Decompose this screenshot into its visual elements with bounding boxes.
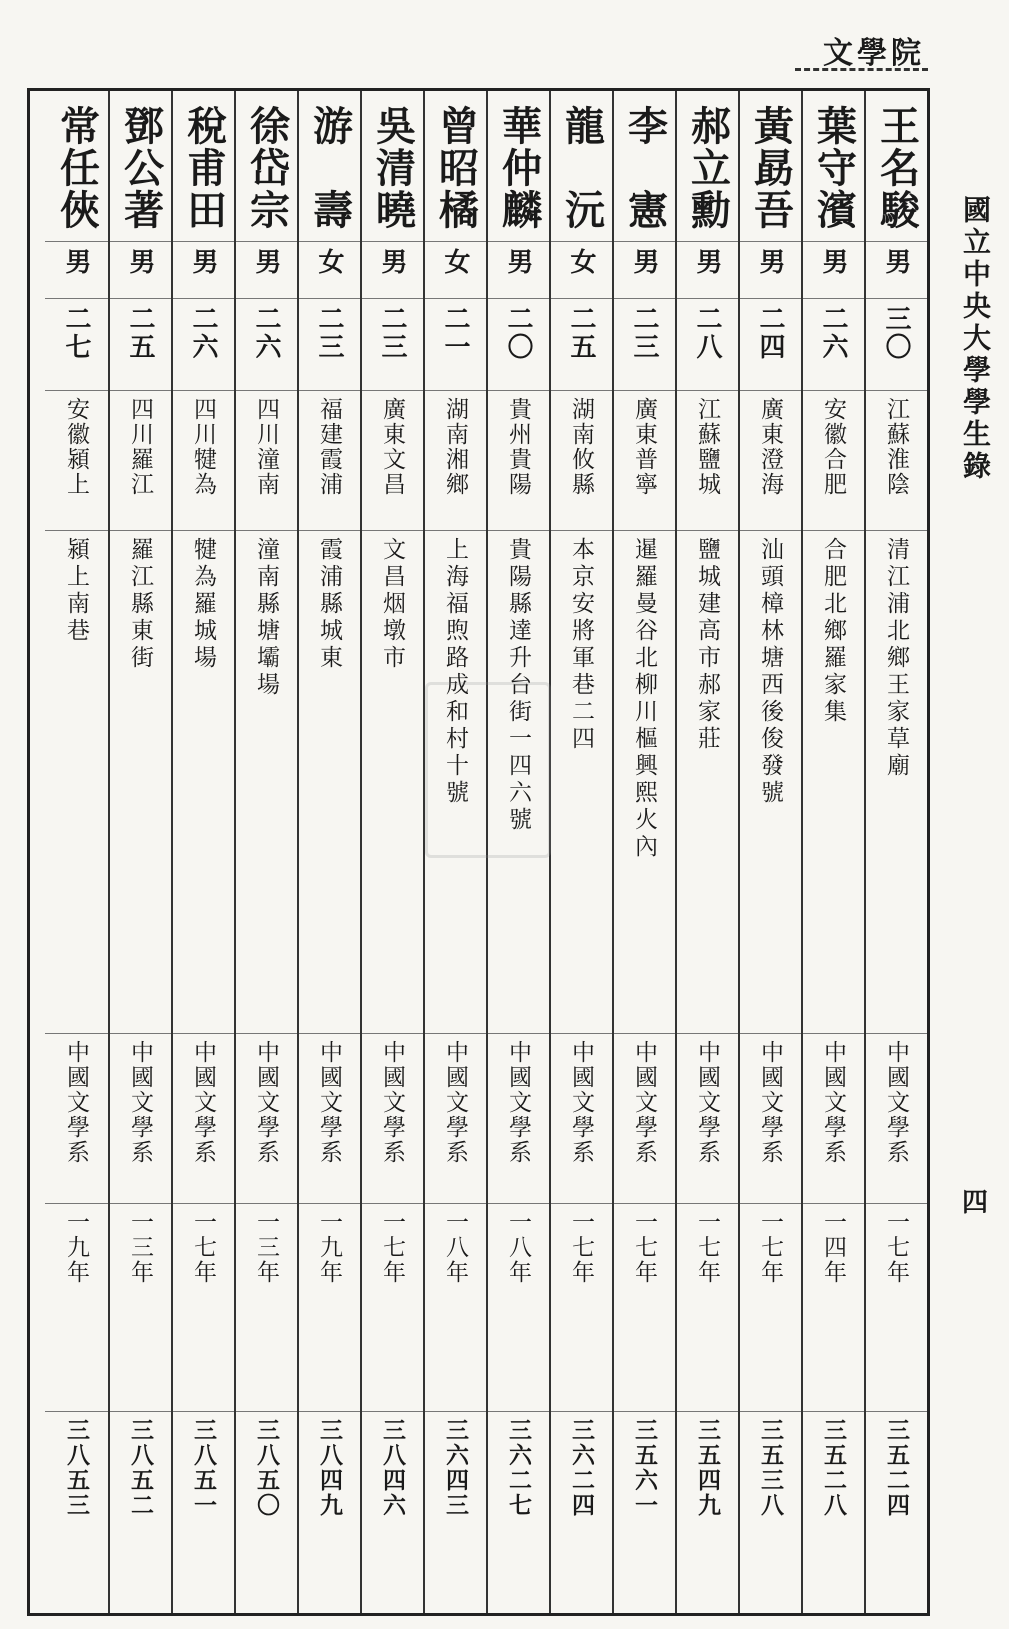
student-address-cell	[488, 530, 549, 1033]
student-address: 合肥北鄉羅家集	[820, 537, 846, 726]
student-sex: 男	[755, 248, 785, 276]
student-sex-cell	[803, 241, 864, 298]
student-address: 犍為羅城場	[190, 537, 216, 672]
student-number: 三八五一	[190, 1418, 217, 1518]
student-number-cell	[236, 1411, 297, 1613]
student-age-cell	[488, 298, 549, 390]
student-number-cell	[488, 1411, 549, 1613]
student-number-cell	[803, 1411, 864, 1613]
student-year-cell	[614, 1203, 675, 1411]
student-native-place: 湖南攸縣	[568, 397, 594, 497]
student-record-column	[297, 91, 360, 1613]
student-record-column	[864, 91, 927, 1613]
student-year-cell	[488, 1203, 549, 1411]
student-age: 二五	[125, 305, 155, 361]
student-year: 一七年	[568, 1210, 594, 1285]
student-year: 一七年	[190, 1210, 216, 1285]
student-native-place: 江蘇鹽城	[694, 397, 720, 497]
student-sex-cell	[551, 241, 612, 298]
header-underline	[795, 68, 928, 71]
student-address-cell	[677, 530, 738, 1033]
student-department-cell	[803, 1033, 864, 1203]
student-address: 鹽城建高市郝家莊	[694, 537, 720, 753]
student-record-column	[801, 91, 864, 1613]
student-age-cell	[425, 298, 486, 390]
student-name: 王名駿	[873, 105, 921, 231]
student-record-column	[45, 91, 108, 1613]
student-native-place: 四川犍為	[190, 397, 216, 497]
student-number-cell	[362, 1411, 423, 1613]
student-name-cell	[866, 91, 927, 241]
student-address: 本京安將軍巷二四	[568, 537, 594, 753]
student-name-cell	[740, 91, 801, 241]
student-number-cell	[45, 1411, 108, 1613]
student-department: 中國文學系	[379, 1040, 405, 1165]
student-number-cell	[866, 1411, 927, 1613]
student-sex-cell	[677, 241, 738, 298]
student-age-cell	[551, 298, 612, 390]
student-department: 中國文學系	[757, 1040, 783, 1165]
student-department: 中國文學系	[883, 1040, 909, 1165]
student-age-cell	[803, 298, 864, 390]
student-address-cell	[425, 530, 486, 1033]
student-sex-cell	[299, 241, 360, 298]
student-native-place-cell	[866, 390, 927, 530]
student-department: 中國文學系	[316, 1040, 342, 1165]
student-department-cell	[110, 1033, 171, 1203]
student-age-cell	[236, 298, 297, 390]
student-department: 中國文學系	[190, 1040, 216, 1165]
student-sex-cell	[488, 241, 549, 298]
student-address-cell	[551, 530, 612, 1033]
student-name-cell	[803, 91, 864, 241]
student-year: 一七年	[757, 1210, 783, 1285]
student-sex: 男	[503, 248, 533, 276]
student-department: 中國文學系	[505, 1040, 531, 1165]
student-department: 中國文學系	[631, 1040, 657, 1165]
student-sex: 男	[818, 248, 848, 276]
student-name-cell	[173, 91, 234, 241]
student-sex-cell	[362, 241, 423, 298]
student-department-cell	[866, 1033, 927, 1203]
student-department-cell	[677, 1033, 738, 1203]
student-name-cell	[299, 91, 360, 241]
student-sex: 男	[125, 248, 155, 276]
student-native-place-cell	[677, 390, 738, 530]
student-sex-cell	[425, 241, 486, 298]
student-native-place: 廣東澄海	[757, 397, 783, 497]
student-department-cell	[425, 1033, 486, 1203]
student-department-cell	[45, 1033, 108, 1203]
student-department: 中國文學系	[694, 1040, 720, 1165]
student-address: 貴陽縣達升台街一四六號	[505, 537, 531, 834]
student-year-cell	[173, 1203, 234, 1411]
student-native-place: 安徽潁上	[63, 397, 89, 497]
student-department: 中國文學系	[568, 1040, 594, 1165]
student-department-cell	[362, 1033, 423, 1203]
student-age: 二三	[314, 305, 344, 361]
book-title: 國立中央大學學生錄	[959, 195, 992, 483]
student-address: 羅江縣東街	[127, 537, 153, 672]
student-number: 三六二四	[568, 1418, 595, 1518]
student-year: 一三年	[127, 1210, 153, 1285]
student-name-cell	[614, 91, 675, 241]
student-year: 一四年	[820, 1210, 846, 1285]
student-record-column	[423, 91, 486, 1613]
student-department-cell	[236, 1033, 297, 1203]
page-number: 四	[961, 1188, 988, 1218]
student-sex-cell	[45, 241, 108, 298]
student-sex: 女	[314, 248, 344, 276]
student-address: 文昌烟墩市	[379, 537, 405, 672]
student-sex: 女	[440, 248, 470, 276]
student-age: 二五	[566, 305, 596, 361]
student-age-cell	[110, 298, 171, 390]
student-sex-cell	[173, 241, 234, 298]
student-address-cell	[614, 530, 675, 1033]
student-year-cell	[551, 1203, 612, 1411]
student-age-cell	[740, 298, 801, 390]
student-name: 黃勗吾	[747, 105, 795, 231]
student-department-cell	[299, 1033, 360, 1203]
student-number-cell	[740, 1411, 801, 1613]
student-year-cell	[236, 1203, 297, 1411]
student-age: 二三	[377, 305, 407, 361]
student-year-cell	[110, 1203, 171, 1411]
student-age: 三〇	[881, 305, 911, 361]
student-department: 中國文學系	[442, 1040, 468, 1165]
student-department: 中國文學系	[820, 1040, 846, 1165]
student-native-place-cell	[299, 390, 360, 530]
student-native-place-cell	[803, 390, 864, 530]
student-number: 三五四九	[694, 1418, 721, 1518]
student-number: 三五二八	[820, 1418, 847, 1518]
student-address-cell	[299, 530, 360, 1033]
student-sex: 男	[251, 248, 281, 276]
student-age: 二四	[755, 305, 785, 361]
student-address: 霞浦縣城東	[316, 537, 342, 672]
student-sex: 男	[377, 248, 407, 276]
student-native-place-cell	[45, 390, 108, 530]
student-age: 二七	[61, 305, 91, 361]
student-number: 三五六一	[631, 1418, 658, 1518]
student-age-cell	[614, 298, 675, 390]
student-name: 常任俠	[53, 105, 101, 231]
student-record-column	[549, 91, 612, 1613]
student-department-cell	[740, 1033, 801, 1203]
student-department-cell	[551, 1033, 612, 1203]
student-year-cell	[362, 1203, 423, 1411]
student-sex-cell	[110, 241, 171, 298]
student-native-place-cell	[236, 390, 297, 530]
student-name: 郝立勳	[684, 105, 732, 231]
student-address-cell	[236, 530, 297, 1033]
student-number-cell	[299, 1411, 360, 1613]
student-name-cell	[110, 91, 171, 241]
student-age-cell	[866, 298, 927, 390]
student-name: 李 憲	[621, 105, 669, 231]
student-department: 中國文學系	[127, 1040, 153, 1165]
student-age: 二六	[251, 305, 281, 361]
student-name: 徐岱宗	[243, 105, 291, 231]
student-native-place-cell	[173, 390, 234, 530]
student-name: 吳清曉	[369, 105, 417, 231]
student-record-column	[612, 91, 675, 1613]
student-number: 三八四九	[316, 1418, 343, 1518]
student-native-place: 四川潼南	[253, 397, 279, 497]
student-year-cell	[45, 1203, 108, 1411]
student-native-place-cell	[110, 390, 171, 530]
student-register-table	[27, 88, 930, 1616]
student-name: 龍 沅	[558, 105, 606, 231]
student-sex: 男	[61, 248, 91, 276]
student-age: 二三	[629, 305, 659, 361]
student-age-cell	[677, 298, 738, 390]
student-year: 一七年	[379, 1210, 405, 1285]
student-year-cell	[740, 1203, 801, 1411]
student-native-place-cell	[551, 390, 612, 530]
student-record-column	[738, 91, 801, 1613]
student-address-cell	[173, 530, 234, 1033]
student-age-cell	[45, 298, 108, 390]
student-year: 一三年	[253, 1210, 279, 1285]
student-native-place-cell	[425, 390, 486, 530]
student-native-place-cell	[362, 390, 423, 530]
student-native-place: 安徽合肥	[820, 397, 846, 497]
student-age: 二〇	[503, 305, 533, 361]
student-native-place: 廣東文昌	[379, 397, 405, 497]
student-number-cell	[551, 1411, 612, 1613]
student-age: 二八	[692, 305, 722, 361]
student-year-cell	[425, 1203, 486, 1411]
student-number: 三六二七	[505, 1418, 532, 1518]
student-record-column	[486, 91, 549, 1613]
student-department-cell	[614, 1033, 675, 1203]
student-name-cell	[488, 91, 549, 241]
student-native-place: 湖南湘鄉	[442, 397, 468, 497]
student-record-column	[360, 91, 423, 1613]
student-age-cell	[362, 298, 423, 390]
student-year: 一八年	[442, 1210, 468, 1285]
student-number: 三八五〇	[253, 1418, 280, 1518]
student-name: 鄧公著	[117, 105, 165, 231]
student-number-cell	[614, 1411, 675, 1613]
student-sex: 男	[881, 248, 911, 276]
student-name: 葉守濱	[810, 105, 858, 231]
student-number: 三五二四	[883, 1418, 910, 1518]
student-sex-cell	[614, 241, 675, 298]
student-name: 曾昭橘	[432, 105, 480, 231]
student-native-place: 福建霞浦	[316, 397, 342, 497]
student-sex: 男	[692, 248, 722, 276]
student-sex: 女	[566, 248, 596, 276]
student-department-cell	[488, 1033, 549, 1203]
student-address-cell	[866, 530, 927, 1033]
student-number: 三八五二	[127, 1418, 154, 1518]
student-address: 潁上南巷	[63, 537, 89, 645]
student-number-cell	[173, 1411, 234, 1613]
student-sex: 男	[629, 248, 659, 276]
student-year: 一九年	[63, 1210, 89, 1285]
student-native-place: 江蘇淮陰	[883, 397, 909, 497]
student-name-cell	[677, 91, 738, 241]
student-address-cell	[45, 530, 108, 1033]
student-year: 一七年	[631, 1210, 657, 1285]
student-department: 中國文學系	[63, 1040, 89, 1165]
student-name-cell	[551, 91, 612, 241]
student-number-cell	[677, 1411, 738, 1613]
student-name: 華仲麟	[495, 105, 543, 231]
student-address: 清江浦北鄉王家草廟	[883, 537, 909, 780]
student-native-place-cell	[488, 390, 549, 530]
student-record-column	[675, 91, 738, 1613]
student-age: 二六	[188, 305, 218, 361]
student-year-cell	[866, 1203, 927, 1411]
student-sex-cell	[866, 241, 927, 298]
student-number: 三五三八	[757, 1418, 784, 1518]
student-name-cell	[236, 91, 297, 241]
student-number: 三八四六	[379, 1418, 406, 1518]
student-address: 潼南縣塘壩場	[253, 537, 279, 699]
header-title: 文學院	[823, 36, 925, 71]
student-sex-cell	[740, 241, 801, 298]
student-native-place-cell	[614, 390, 675, 530]
student-year: 一七年	[883, 1210, 909, 1285]
student-record-column	[234, 91, 297, 1613]
student-sex-cell	[236, 241, 297, 298]
student-record-column	[171, 91, 234, 1613]
student-address-cell	[110, 530, 171, 1033]
student-address-cell	[803, 530, 864, 1033]
student-name-cell	[45, 91, 108, 241]
student-address: 上海福煦路成和村十號	[442, 537, 468, 807]
student-address-cell	[362, 530, 423, 1033]
student-department-cell	[173, 1033, 234, 1203]
student-age: 二六	[818, 305, 848, 361]
student-record-column	[108, 91, 171, 1613]
student-name-cell	[362, 91, 423, 241]
student-address-cell	[740, 530, 801, 1033]
student-address: 暹羅曼谷北柳川樞興熙火內	[631, 537, 657, 861]
student-name: 稅甫田	[180, 105, 228, 231]
student-year: 一八年	[505, 1210, 531, 1285]
student-year-cell	[803, 1203, 864, 1411]
student-native-place-cell	[740, 390, 801, 530]
student-name-cell	[425, 91, 486, 241]
student-year: 一七年	[694, 1210, 720, 1285]
student-name: 游 壽	[306, 105, 354, 231]
student-age: 二一	[440, 305, 470, 361]
student-native-place: 四川羅江	[127, 397, 153, 497]
student-year-cell	[299, 1203, 360, 1411]
student-address: 汕頭樟林塘西後俊發號	[757, 537, 783, 807]
student-native-place: 廣東普寧	[631, 397, 657, 497]
student-age-cell	[299, 298, 360, 390]
student-sex: 男	[188, 248, 218, 276]
student-native-place: 貴州貴陽	[505, 397, 531, 497]
student-number-cell	[425, 1411, 486, 1613]
student-year-cell	[677, 1203, 738, 1411]
student-year: 一九年	[316, 1210, 342, 1285]
student-department: 中國文學系	[253, 1040, 279, 1165]
student-number-cell	[110, 1411, 171, 1613]
student-age-cell	[173, 298, 234, 390]
student-number: 三六四三	[442, 1418, 469, 1518]
student-number: 三八五三	[63, 1418, 90, 1518]
